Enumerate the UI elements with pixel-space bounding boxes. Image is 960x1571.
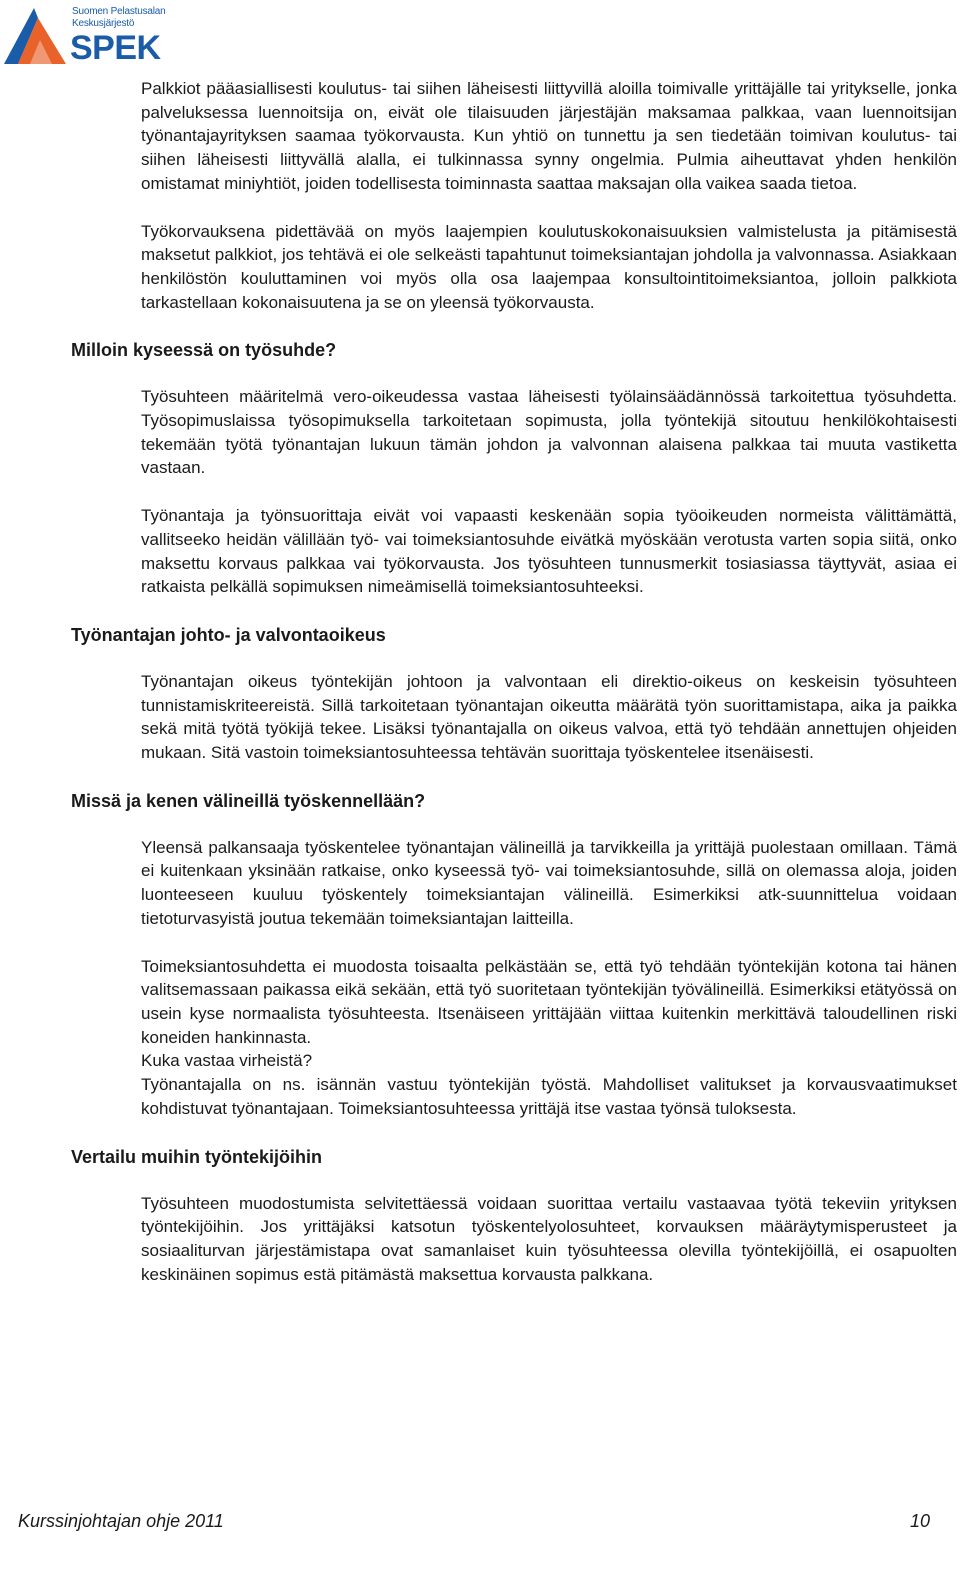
flame-icon: [4, 4, 68, 66]
logo-org-line1: Suomen Pelastusalan: [72, 6, 166, 17]
body-paragraph: Yleensä palkansaaja työskentelee työnantajan välineillä ja tarvikkeilla ja yrittäjä puolestaan omillaan. Tämä ei kuitenkaan yksinään ratkaise, onko kyseessä työ- vai toimeksiantosuhde, sillä on olemassa aloja, joiden luonteeseen kuuluu työskentely toimeksiantajan välineillä. Esimerkiksi atk-suunnittelua voidaan tietoturvasyistä joutua tekemään toimeksiantajan laitteilla.: [141, 837, 957, 928]
body-paragraph: Työkorvauksena pidettävää on myös laajempien koulutuskokonaisuuksien valmistelusta ja pitämisestä maksetut palkkiot, jos tehtävä ei ole selkeästi tapahtunut toimeksiantajan johdolla ja valvonnassa. Asiakkaan henkilöstön kouluttaminen voi myös olla osa laajempaa konsultointitoimeksiantoa, jolloin palkkiota tarkastellaan kokonaisuutena ja se on yleensä työkorvausta.: [141, 221, 957, 312]
page-number: 10: [909, 1511, 930, 1531]
body-paragraph: Työsuhteen määritelmä vero-oikeudessa vastaa läheisesti työlainsäädännössä tarkoitettua työsuhdetta. Työsopimuslaissa työsopimuksella tarkoitetaan sopimusta, jolla työntekijä sitoutuu henkilökohtaisesti tekemään työtä työnantajan lukuun tämän johdon ja valvonnan alaisena palkkaa tai muuta vastiketta vastaan.: [141, 387, 957, 478]
body-paragraph: Työnantajan oikeus työntekijän johtoon ja valvontaan eli direktio-oikeus on keskeisin työsuhteen tunnistamiskriteereistä. Sillä tarkoitetaan työnantajan oikeutta määrätä työn suorittamistapa, aika ja paikka sekä mitä työtä työkijä tekee. Lisäksi työnantajalla on oikeus valvoa, että työ tehdään annettujen ohjeiden mukaan. Sitä vastoin toimeksiantosuhteessa tehtävän suorittaja työskentelee itsenäisesti.: [141, 671, 957, 763]
body-paragraph: Työnantajalla on ns. isännän vastuu työntekijän työstä. Mahdolliset valitukset ja korvausvaatimukset kohdistuvat työnantajaan. Toimeksiantosuhteessa yrittäjä itse vastaa työnsä tuloksesta.: [141, 1075, 957, 1118]
section-heading: Vertailu muihin työntekijöihin: [71, 1146, 323, 1167]
spek-logo: [4, 4, 174, 68]
document-body: [0, 77, 960, 1310]
body-paragraph: Palkkiot pääasiallisesti koulutus- tai siihen läheisesti liittyvillä aloilla toimivalle yrittäjälle tai yritykselle, jonka palveluksessa luennoitsija on, eivät ole tilaisuuden järjestäjän maksamaa palkkaa, vaan luennoitsijan työnantajayrityksen saamaa työkorvausta. Kun yhtiö on tunnettu ja sen tiedetään toimivan koulutus- tai siihen läheisesti liittyvällä alalla, ei tulkinnassa synny ongelmia. Pulmia aiheuttavat yhden henkilön omistamat miniyhtiöt, joiden todellisesta toiminnasta saattaa maksajan olla vaikea saada tietoa.: [141, 79, 957, 193]
section-heading: Työnantajan johto- ja valvontaoikeus: [71, 624, 386, 645]
logo-org-line2: Keskusjärjestö: [72, 18, 135, 29]
footer-title: Kurssinjohtajan ohje 2011: [18, 1511, 224, 1531]
section-heading: Missä ja kenen välineillä työskennellään?: [71, 790, 426, 811]
body-paragraph: Työnantaja ja työnsuorittaja eivät voi vapaasti keskenään sopia työoikeuden normeista välittämättä, vallitseeko heidän välillään työ- vai toimeksiantosuhde eivätkä myöskään verotusta varten sopia siitä, onko maksettu korvaus palkkaa vai työkorvausta. Jos työsuhteen tunnusmerkit tosiasiassa täyttyvät, asiaa ei ratkaista pelkällä sopimuksen nimeämisellä toimeksiantosuhteeksi.: [141, 506, 957, 597]
body-paragraph: Kuka vastaa virheistä?: [141, 1051, 313, 1071]
body-paragraph: Toimeksiantosuhdetta ei muodosta toisaalta pelkästään se, että työ tehdään työntekijän kotona tai hänen valitsemassaan paikassa eikä sekään, että työ suoritetaan työntekijän työvälineillä. Esimerkiksi etätyössä on usein kyse normaalista työsuhteesta. Itsenäiseen yrittäjään viittaa kuitenkin merkittävä taloudellinen riski koneiden hankinnasta.: [141, 956, 957, 1047]
logo-wordmark: SPEK: [70, 29, 161, 67]
section-heading: Milloin kyseessä on työsuhde?: [71, 340, 337, 361]
body-paragraph: Työsuhteen muodostumista selvitettäessä voidaan suorittaa vertailu vastaavaa työtä tekeviin yrityksen työntekijöihin. Jos yrittäjäksi katsotun työskentelyolosuhteet, korvauksen määräytymisperusteet ja sosiaaliturvan järjestämistapa ovat samanlaiset kuin työsuhteessa olevilla työntekijöillä, ei osapuolten keskinäinen sopimus estä pitämästä maksettua korvausta palkkana.: [141, 1193, 957, 1284]
